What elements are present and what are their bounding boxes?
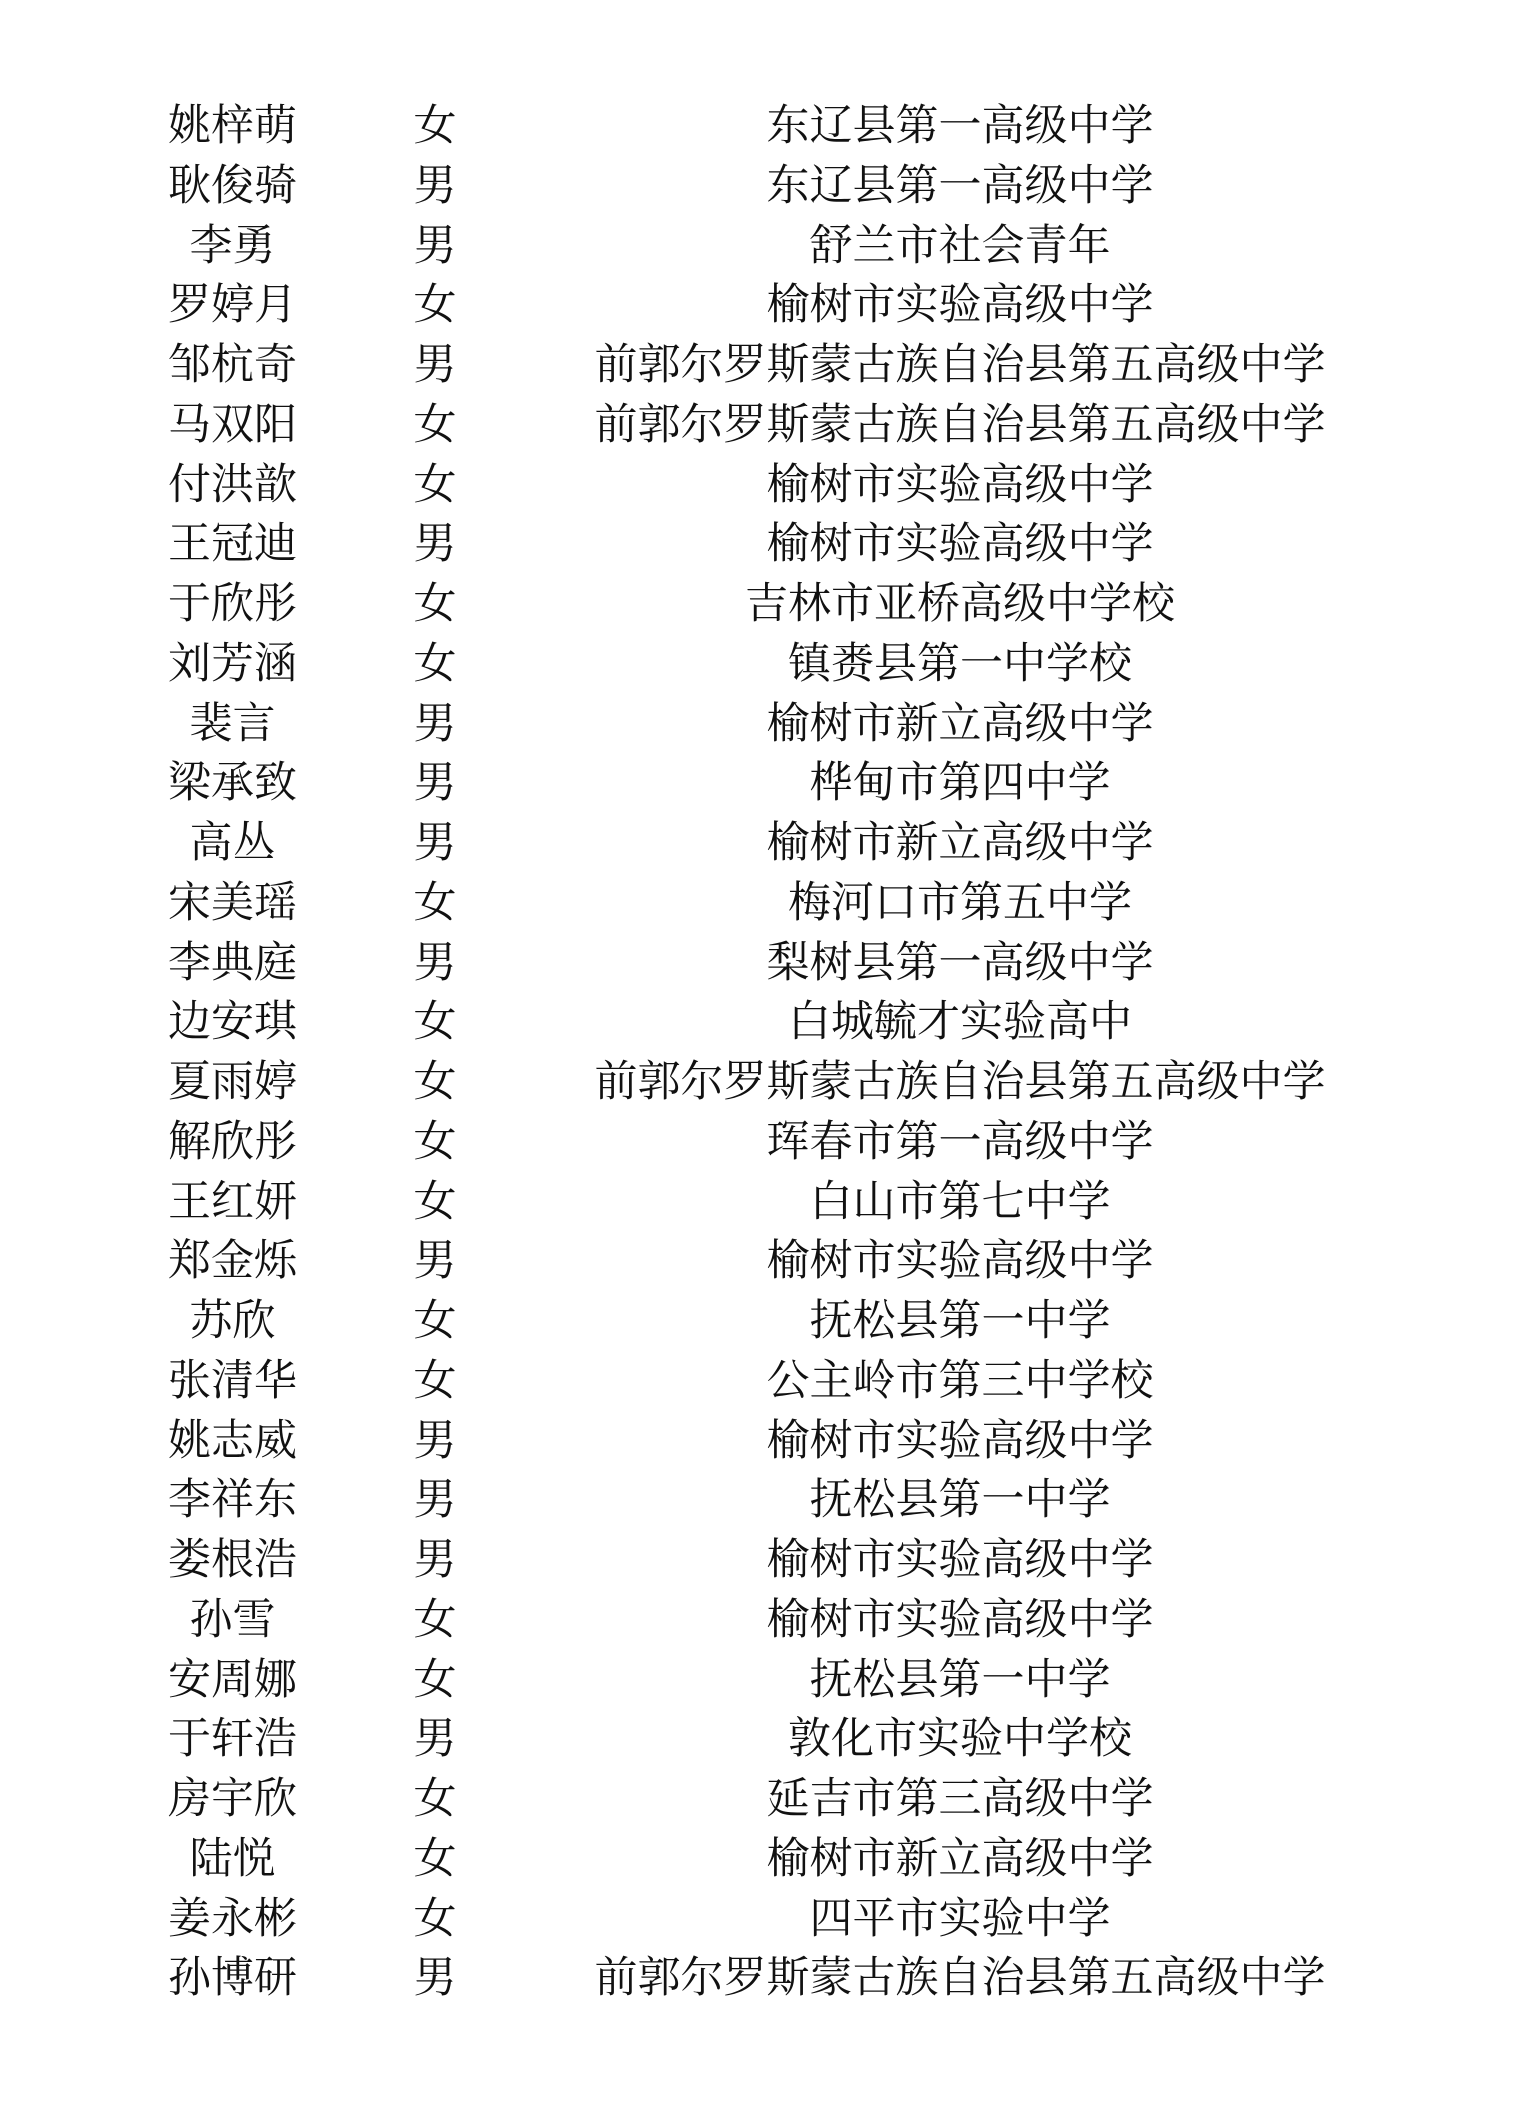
student-name: 安周娜 bbox=[168, 1654, 297, 1705]
student-gender: 男 bbox=[413, 1535, 457, 1585]
student-school: 榆树市实验高级中学 bbox=[766, 1415, 1154, 1466]
student-name: 姜永彬 bbox=[168, 1893, 297, 1944]
student-gender: 女 bbox=[413, 1833, 457, 1884]
roster-row bbox=[0, 515, 1522, 575]
student-name: 宋美瑶 bbox=[168, 877, 297, 928]
student-school: 敦化市实验中学校 bbox=[788, 1714, 1132, 1765]
roster-row bbox=[0, 1292, 1522, 1352]
student-name: 于轩浩 bbox=[168, 1714, 297, 1765]
student-school: 桦甸市第四中学 bbox=[809, 758, 1111, 809]
student-gender: 女 bbox=[413, 579, 457, 629]
student-school: 四平市实验中学 bbox=[809, 1893, 1111, 1944]
student-name: 房宇欣 bbox=[168, 1774, 297, 1824]
student-gender: 女 bbox=[413, 1594, 457, 1645]
roster-row bbox=[0, 1651, 1522, 1711]
student-gender: 女 bbox=[413, 1654, 457, 1705]
roster-row bbox=[0, 635, 1522, 695]
student-school: 延吉市第三高级中学 bbox=[766, 1774, 1154, 1824]
student-school: 东辽县第一高级中学 bbox=[766, 101, 1154, 151]
roster-row bbox=[0, 1113, 1522, 1173]
student-school: 梨树县第一高级中学 bbox=[766, 937, 1154, 988]
roster-row bbox=[0, 276, 1522, 336]
student-school: 榆树市实验高级中学 bbox=[766, 459, 1154, 510]
roster-row bbox=[0, 1770, 1522, 1830]
student-name: 付洪歆 bbox=[168, 459, 297, 510]
student-school: 榆树市实验高级中学 bbox=[766, 1535, 1154, 1585]
student-gender: 女 bbox=[413, 280, 457, 331]
student-school: 榆树市实验高级中学 bbox=[766, 1594, 1154, 1645]
student-gender: 男 bbox=[413, 340, 457, 390]
student-name: 李典庭 bbox=[168, 937, 297, 988]
student-gender: 男 bbox=[413, 1714, 457, 1765]
student-gender: 男 bbox=[413, 818, 457, 868]
student-gender: 男 bbox=[413, 519, 457, 570]
roster-row bbox=[0, 1830, 1522, 1890]
student-school: 榆树市实验高级中学 bbox=[766, 519, 1154, 570]
roster-row bbox=[0, 97, 1522, 157]
student-gender: 女 bbox=[413, 1774, 457, 1824]
student-name: 李勇 bbox=[189, 220, 276, 271]
student-name: 姚志威 bbox=[168, 1415, 297, 1466]
student-name: 孙雪 bbox=[189, 1594, 276, 1645]
student-gender: 男 bbox=[413, 1236, 457, 1287]
student-school: 前郭尔罗斯蒙古族自治县第五高级中学 bbox=[594, 340, 1326, 390]
student-school: 榆树市新立高级中学 bbox=[766, 1833, 1154, 1884]
student-gender: 女 bbox=[413, 997, 457, 1048]
student-gender: 男 bbox=[413, 937, 457, 988]
student-name: 耿俊骑 bbox=[168, 160, 297, 211]
student-school: 抚松县第一中学 bbox=[809, 1654, 1111, 1705]
roster-row bbox=[0, 993, 1522, 1053]
student-name: 马双阳 bbox=[168, 399, 297, 450]
roster-row bbox=[0, 1710, 1522, 1770]
student-school: 前郭尔罗斯蒙古族自治县第五高级中学 bbox=[594, 1953, 1326, 2004]
roster-row bbox=[0, 1471, 1522, 1531]
student-name: 王冠迪 bbox=[168, 519, 297, 570]
student-name: 姚梓萌 bbox=[168, 101, 297, 151]
student-gender: 女 bbox=[413, 877, 457, 928]
student-school: 舒兰市社会青年 bbox=[809, 220, 1111, 271]
student-gender: 男 bbox=[413, 1415, 457, 1466]
roster-row bbox=[0, 695, 1522, 755]
roster-row bbox=[0, 575, 1522, 635]
student-school: 吉林市亚桥高级中学校 bbox=[745, 579, 1175, 629]
student-school: 公主岭市第三中学校 bbox=[766, 1355, 1154, 1406]
roster-row bbox=[0, 934, 1522, 994]
roster-row bbox=[0, 754, 1522, 814]
student-gender: 男 bbox=[413, 1953, 457, 2004]
student-gender: 女 bbox=[413, 459, 457, 510]
student-school: 前郭尔罗斯蒙古族自治县第五高级中学 bbox=[594, 1057, 1326, 1107]
roster-row bbox=[0, 336, 1522, 396]
student-name: 孙博研 bbox=[168, 1953, 297, 2004]
student-school: 白城毓才实验高中 bbox=[788, 997, 1132, 1048]
student-gender: 男 bbox=[413, 220, 457, 271]
student-name: 罗婷月 bbox=[168, 280, 297, 331]
student-school: 榆树市实验高级中学 bbox=[766, 1236, 1154, 1287]
roster-row bbox=[0, 1053, 1522, 1113]
student-gender: 女 bbox=[413, 1893, 457, 1944]
student-gender: 男 bbox=[413, 698, 457, 749]
student-name: 李祥东 bbox=[168, 1475, 297, 1526]
student-name: 梁承致 bbox=[168, 758, 297, 809]
student-name: 于欣彤 bbox=[168, 579, 297, 629]
student-school: 东辽县第一高级中学 bbox=[766, 160, 1154, 211]
student-name: 娄根浩 bbox=[168, 1535, 297, 1585]
student-gender: 女 bbox=[413, 399, 457, 450]
roster-row bbox=[0, 1890, 1522, 1950]
roster-row bbox=[0, 1352, 1522, 1412]
student-name: 解欣彤 bbox=[168, 1116, 297, 1167]
roster-row bbox=[0, 157, 1522, 217]
student-school: 榆树市新立高级中学 bbox=[766, 818, 1154, 868]
student-gender: 女 bbox=[413, 1296, 457, 1346]
student-gender: 女 bbox=[413, 101, 457, 151]
roster-row bbox=[0, 1531, 1522, 1591]
student-school: 抚松县第一中学 bbox=[809, 1475, 1111, 1526]
student-name: 边安琪 bbox=[168, 997, 297, 1048]
student-school: 榆树市实验高级中学 bbox=[766, 280, 1154, 331]
student-name: 陆悦 bbox=[189, 1833, 276, 1884]
roster-row bbox=[0, 217, 1522, 277]
student-school: 珲春市第一高级中学 bbox=[766, 1116, 1154, 1167]
student-school: 白山市第七中学 bbox=[809, 1176, 1111, 1227]
student-name: 王红妍 bbox=[168, 1176, 297, 1227]
student-gender: 男 bbox=[413, 758, 457, 809]
student-name: 刘芳涵 bbox=[168, 638, 297, 689]
student-school: 梅河口市第五中学 bbox=[788, 877, 1132, 928]
student-name: 郑金烁 bbox=[168, 1236, 297, 1287]
student-gender: 女 bbox=[413, 1057, 457, 1107]
roster-row bbox=[0, 874, 1522, 934]
student-gender: 男 bbox=[413, 1475, 457, 1526]
student-name: 邹杭奇 bbox=[168, 340, 297, 390]
student-name: 高丛 bbox=[189, 818, 276, 868]
roster-row bbox=[0, 1591, 1522, 1651]
roster-row bbox=[0, 1412, 1522, 1472]
roster-row bbox=[0, 1232, 1522, 1292]
student-gender: 女 bbox=[413, 1355, 457, 1406]
student-school: 前郭尔罗斯蒙古族自治县第五高级中学 bbox=[594, 399, 1326, 450]
roster-row bbox=[0, 456, 1522, 516]
student-gender: 女 bbox=[413, 1176, 457, 1227]
student-school: 榆树市新立高级中学 bbox=[766, 698, 1154, 749]
roster-row bbox=[0, 396, 1522, 456]
student-name: 夏雨婷 bbox=[168, 1057, 297, 1107]
student-gender: 女 bbox=[413, 1116, 457, 1167]
student-school: 镇赉县第一中学校 bbox=[788, 638, 1132, 689]
student-name: 裴言 bbox=[189, 698, 276, 749]
student-name: 苏欣 bbox=[189, 1296, 276, 1346]
student-name: 张清华 bbox=[168, 1355, 297, 1406]
roster-row bbox=[0, 1173, 1522, 1233]
roster-row bbox=[0, 814, 1522, 874]
student-gender: 女 bbox=[413, 638, 457, 689]
roster-row bbox=[0, 1949, 1522, 2009]
student-gender: 男 bbox=[413, 160, 457, 211]
student-roster bbox=[0, 97, 1522, 2009]
student-school: 抚松县第一中学 bbox=[809, 1296, 1111, 1346]
